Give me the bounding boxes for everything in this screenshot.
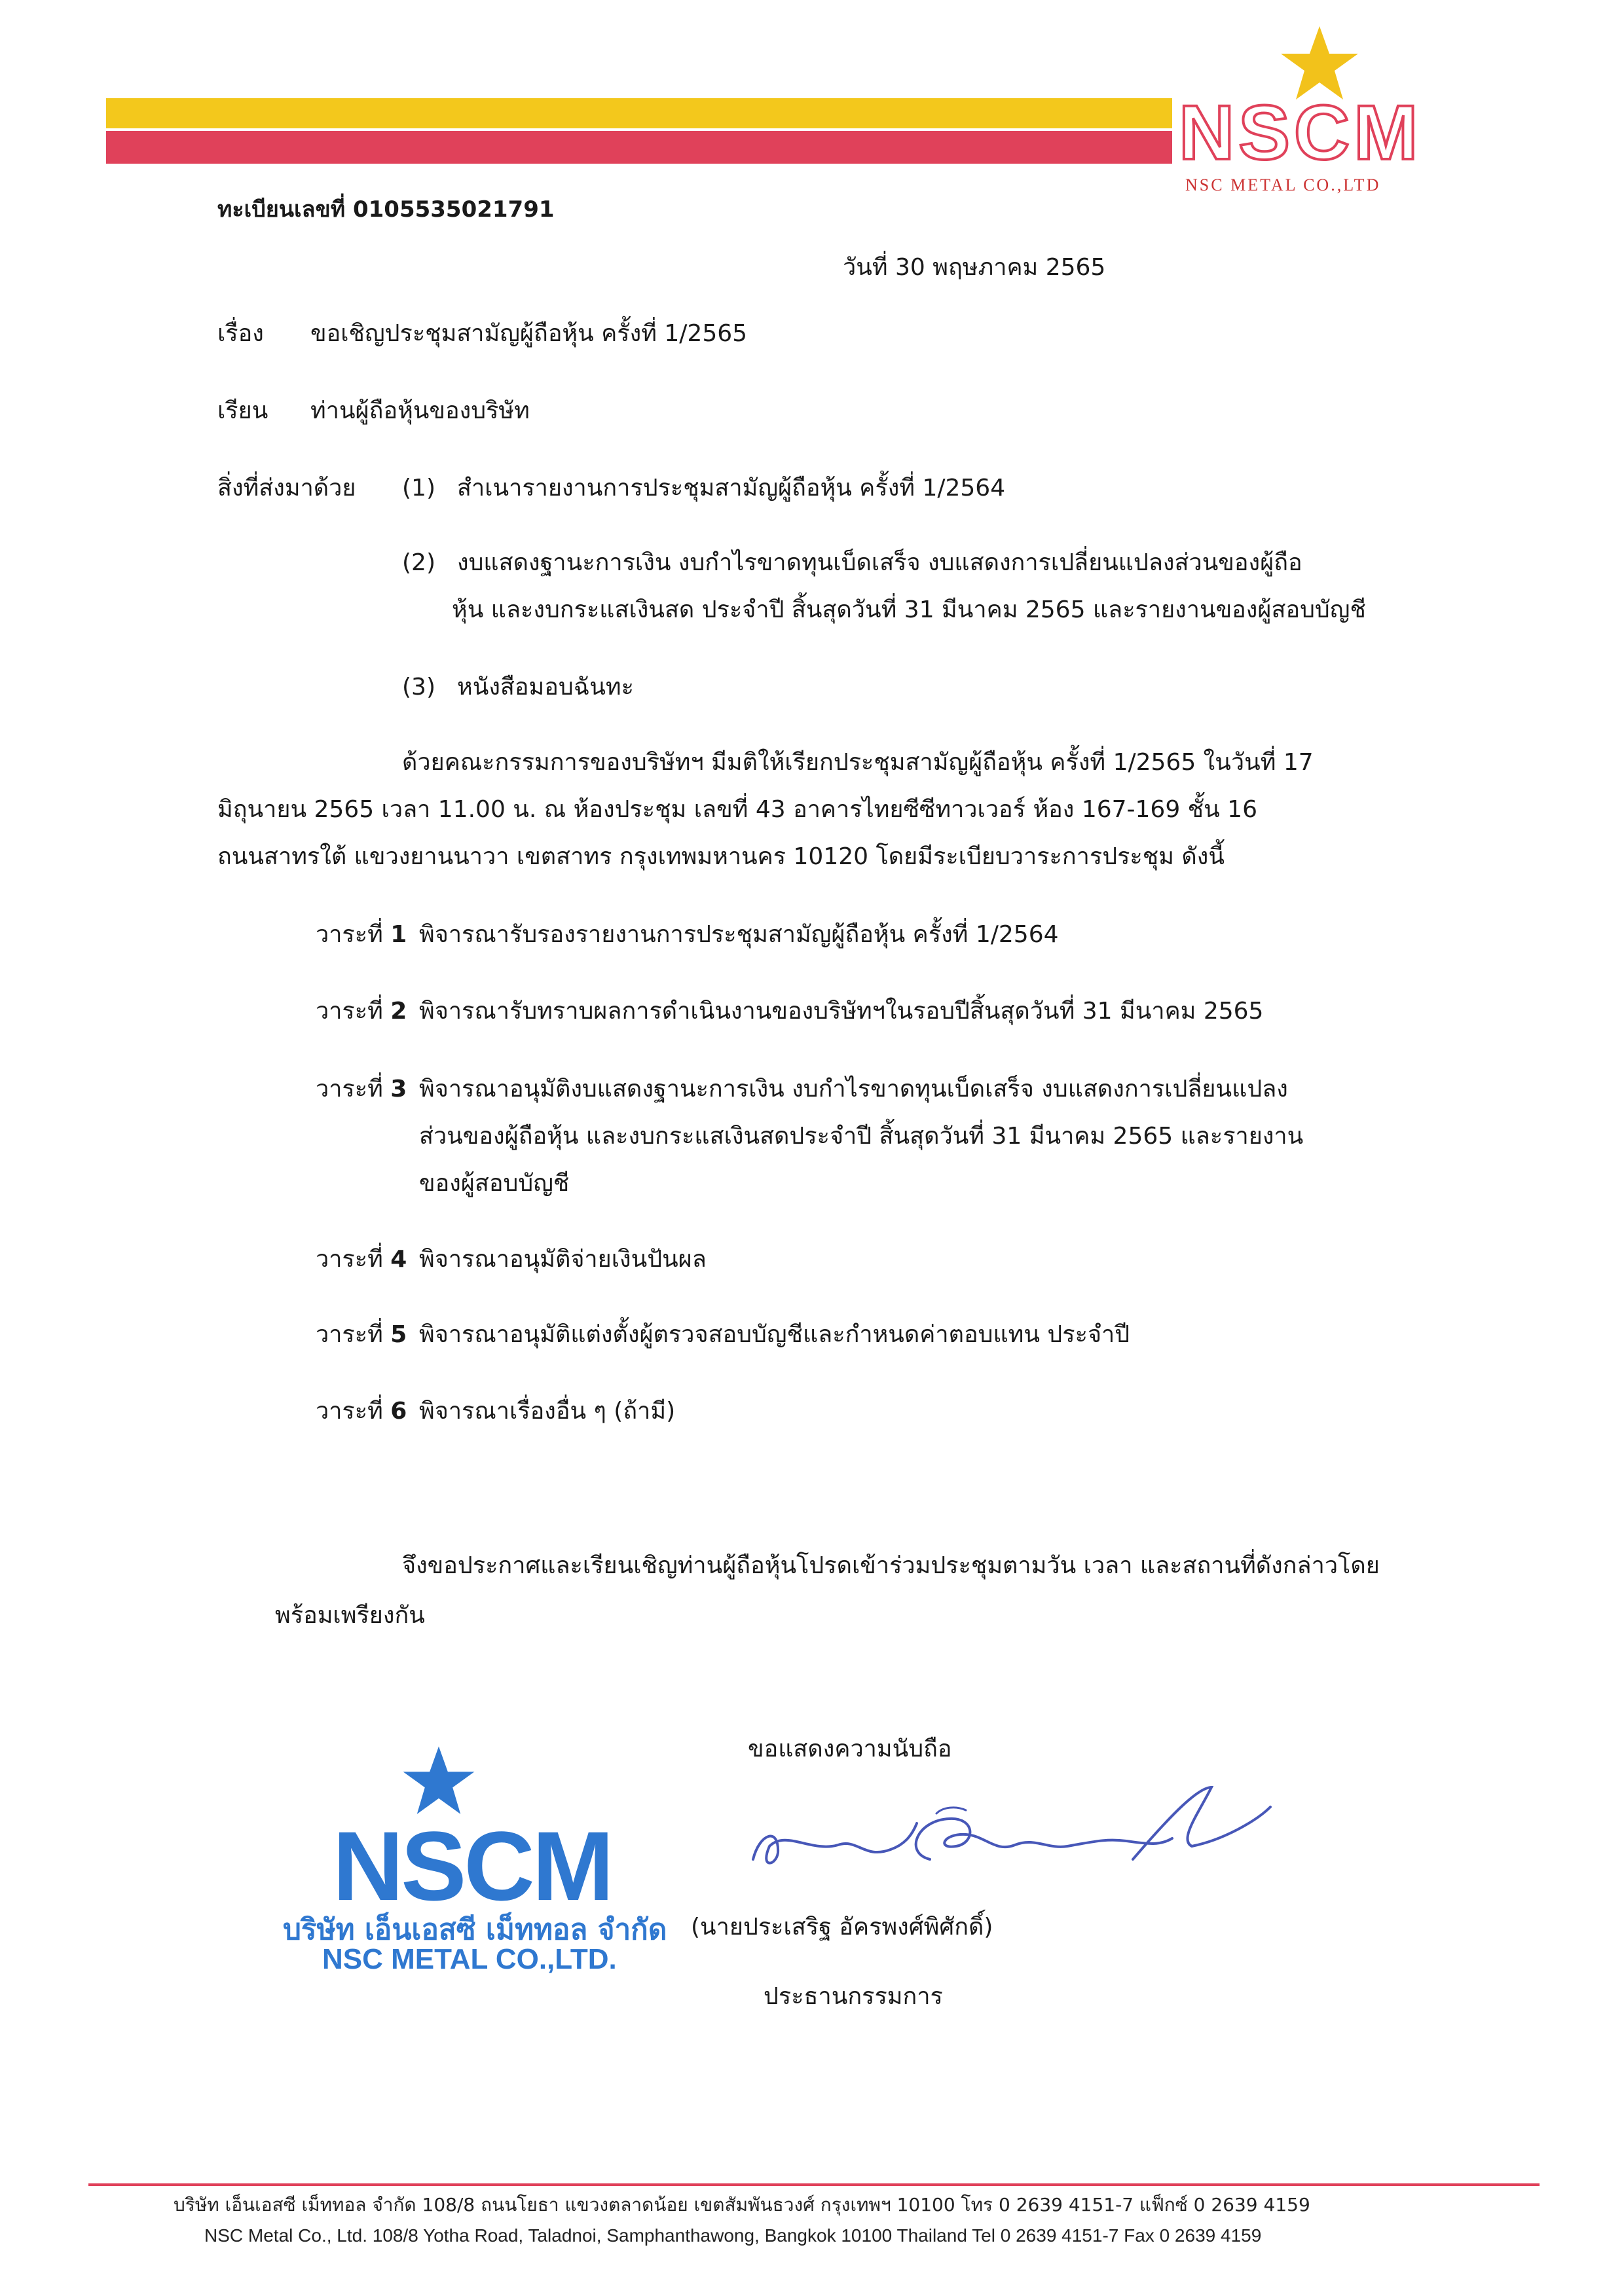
closing-line: จึงขอประกาศและเรียนเชิญท่านผู้ถือหุ้นโปรดเข้าร่วมประชุมตามวัน เวลา และสถานที่ดังกล่าวโดย [402,1552,1380,1579]
subject-label: เรื่อง [217,320,264,347]
intro-line: ด้วยคณะกรรมการของบริษัทฯ มีมติให้เรียกประชุมสามัญผู้ถือหุ้น ครั้งที่ 1/2565 ในวันที่ 17 [402,749,1314,776]
footer-address-thai: บริษัท เอ็นเอสซี เม็ททอล จำกัด 108/8 ถนนโยธา แขวงตลาดน้อย เขตสัมพันธวงศ์ กรุงเทพฯ 10100 โทร 0 2639 4151-7 แฟ็กซ์ 0 2639 4159 [174,2194,1310,2215]
enclosure-item: หนังสือมอบฉันทะ [457,674,634,701]
enclosure-number: (1) [402,475,435,501]
intro-line: ถนนสาทรใต้ แขวงยานนาวา เขตสาทร กรุงเทพมหานคร 10120 โดยมีระเบียบวาระการประชุม ดังนี้ [217,843,1225,870]
agenda-label: วาระที่ 5 [316,1321,407,1348]
signature-image [740,1761,1277,1892]
agenda-item: พิจารณาอนุมัติแต่งตั้งผู้ตรวจสอบบัญชีและกำหนดค่าตอบแทน ประจำปี [419,1321,1130,1348]
enclosures-label: สิ่งที่ส่งมาด้วย [217,475,356,501]
company-logo: NSCM [1179,90,1422,176]
registration-number: ทะเบียนเลขที่ 0105535021791 [217,196,555,223]
recipient-text: ท่านผู้ถือหุ้นของบริษัท [310,397,530,424]
subject-text: ขอเชิญประชุมสามัญผู้ถือหุ้น ครั้งที่ 1/2565 [310,320,748,347]
agenda-item: พิจารณาอนุมัติงบแสดงฐานะการเงิน งบกำไรขาดทุนเบ็ดเสร็จ งบแสดงการเปลี่ยนแปลง [419,1076,1288,1102]
stamp-company-thai: บริษัท เอ็นเอสซี เม็ททอล จำกัด [283,1913,667,1946]
signer-title: ประธานกรรมการ [764,1983,943,2010]
agenda-item: พิจารณาอนุมัติจ่ายเงินปันผล [419,1246,707,1273]
agenda-item: พิจารณารับทราบผลการดำเนินงานของบริษัทฯในรอบปีสิ้นสุดวันที่ 31 มีนาคม 2565 [419,998,1264,1025]
closing-line: พร้อมเพรียงกัน [275,1602,425,1629]
agenda-label: วาระที่ 1 [316,921,407,948]
stamp-company-english: NSC METAL CO.,LTD. [322,1943,617,1975]
intro-line: มิถุนายน 2565 เวลา 11.00 น. ณ ห้องประชุม เลขที่ 43 อาคารไทยซีซีทาวเวอร์ ห้อง 167-169 ชั้น 16 [217,796,1257,823]
agenda-label: วาระที่ 2 [316,998,407,1025]
enclosure-item: สำเนารายงานการประชุมสามัญผู้ถือหุ้น ครั้งที่ 1/2564 [457,475,1006,501]
agenda-label: วาระที่ 4 [316,1246,407,1273]
agenda-item: พิจารณาเรื่องอื่น ๆ (ถ้ามี) [419,1398,676,1425]
stamp-star-icon [399,1745,478,1818]
enclosure-number: (3) [402,674,435,701]
enclosure-item-continued: หุ้น และงบกระแสเงินสด ประจำปี สิ้นสุดวันที่ 31 มีนาคม 2565 และรายงานของผู้สอบบัญชี [452,596,1366,623]
footer-divider [88,2183,1540,2186]
regards-text: ขอแสดงความนับถือ [748,1736,952,1762]
recipient-label: เรียน [217,397,268,424]
signer-name: (นายประเสริฐ อัครพงศ์พิศักดิ์) [691,1914,993,1941]
footer-address-english: NSC Metal Co., Ltd. 108/8 Yotha Road, Taladnoi, Samphanthawong, Bangkok 10100 Thailand Tel 0 2639 4151-7 Fax 0 2639 4159 [204,2225,1262,2246]
agenda-item: พิจารณารับรองรายงานการประชุมสามัญผู้ถือหุ้น ครั้งที่ 1/2564 [419,921,1059,948]
agenda-label: วาระที่ 3 [316,1076,407,1102]
stamp-logo: NSCM [333,1811,612,1921]
agenda-item-continued: ส่วนของผู้ถือหุ้น และงบกระแสเงินสดประจำปี สิ้นสุดวันที่ 31 มีนาคม 2565 และรายงาน [419,1123,1304,1150]
agenda-label: วาระที่ 6 [316,1398,407,1425]
enclosure-number: (2) [402,549,435,576]
logo-subtitle: NSC METAL CO.,LTD [1185,175,1381,194]
enclosure-item: งบแสดงฐานะการเงิน งบกำไรขาดทุนเบ็ดเสร็จ งบแสดงการเปลี่ยนแปลงส่วนของผู้ถือ [457,549,1302,576]
agenda-item-continued: ของผู้สอบบัญชี [419,1170,570,1197]
letter-date: วันที่ 30 พฤษภาคม 2565 [843,254,1106,281]
